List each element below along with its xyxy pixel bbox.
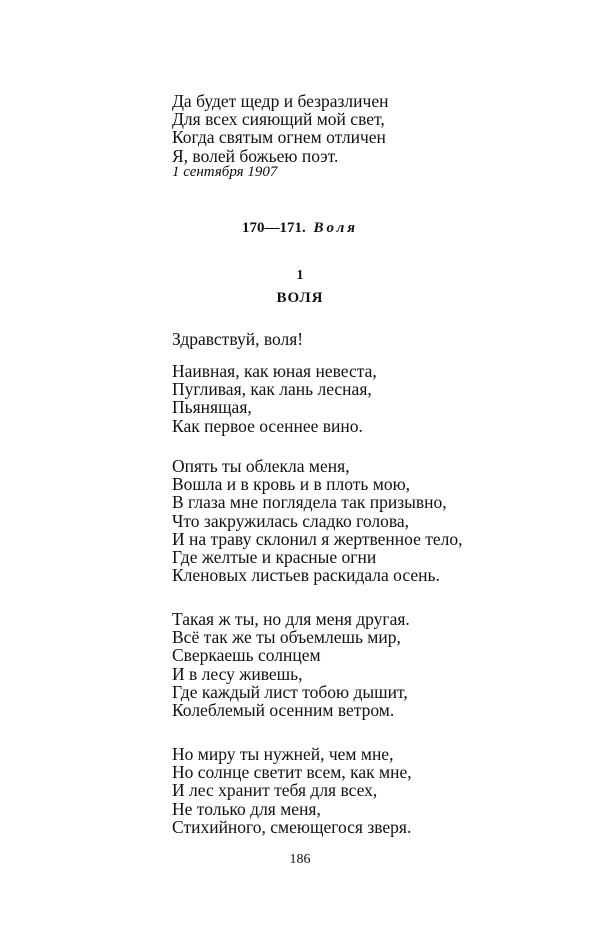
poem-line: Да будет щедр и безразличен — [172, 91, 389, 111]
stanza-2 — [172, 457, 463, 584]
poem-title: Воля — [313, 220, 359, 236]
poem-line: И в лесу живешь, — [172, 663, 303, 684]
poem-line: Но солнце светит всем, как мне, — [172, 762, 412, 783]
poem-line: Такая ж ты, но для меня другая. — [172, 609, 410, 629]
poem-line: Вошла и в кровь и в плоть мою, — [172, 474, 411, 495]
poem-number: 170—171. — [241, 220, 306, 236]
part-title: ВОЛЯ — [276, 290, 324, 306]
stanza-3 — [172, 610, 410, 719]
poem-line: Я, волей божьею поэт. — [172, 145, 339, 166]
poem-line: Что закружилась сладко голова, — [172, 510, 410, 531]
poem-line: Пьянящая, — [172, 397, 252, 418]
part-number: 1 — [296, 268, 304, 283]
poem-line: Сверкаешь солнцем — [172, 645, 321, 666]
poem-line: Здравствуй, воля! — [172, 329, 304, 349]
poem-line: Не только для меня, — [172, 798, 321, 819]
poem-line: Где желтые и красные огни — [172, 547, 377, 568]
poem-line: Всё так же ты объемлешь мир, — [172, 627, 401, 648]
poem-line: Стихийного, смеющегося зверя. — [172, 816, 412, 837]
poem-line: И на траву склонил я жертвенное тело, — [172, 528, 463, 549]
poem-date: 1 сентября 1907 — [172, 164, 278, 180]
stanza-top — [172, 92, 388, 165]
stanza-1 — [172, 362, 377, 435]
poem-line: В глаза мне поглядела так призывно, — [172, 492, 447, 513]
poem-line: Где каждый лист тобою дышит, — [172, 681, 408, 702]
poem-line: Опять ты облекла меня, — [172, 456, 350, 476]
poem-line: Колеблемый осенним ветром. — [172, 700, 395, 721]
poem-line: Когда святым огнем отличен — [172, 127, 386, 148]
stanza-4 — [172, 745, 412, 836]
poem-line: Но миру ты нужней, чем мне, — [172, 744, 394, 764]
poem-line: И лес хранит тебя для всех, — [172, 780, 378, 801]
poem-line: Пугливая, как лань лесная, — [172, 379, 372, 400]
poem-line: Для всех сияющий мой свет, — [172, 109, 385, 130]
poem-heading — [0, 220, 600, 237]
poem-line: Как первое осеннее вино. — [172, 415, 363, 436]
greeting — [172, 330, 303, 348]
poem-line: Наивная, как юная невеста, — [172, 361, 377, 381]
poem-line: Кленовых листьев раскидала осень. — [172, 565, 440, 586]
page-number: 186 — [289, 852, 311, 867]
